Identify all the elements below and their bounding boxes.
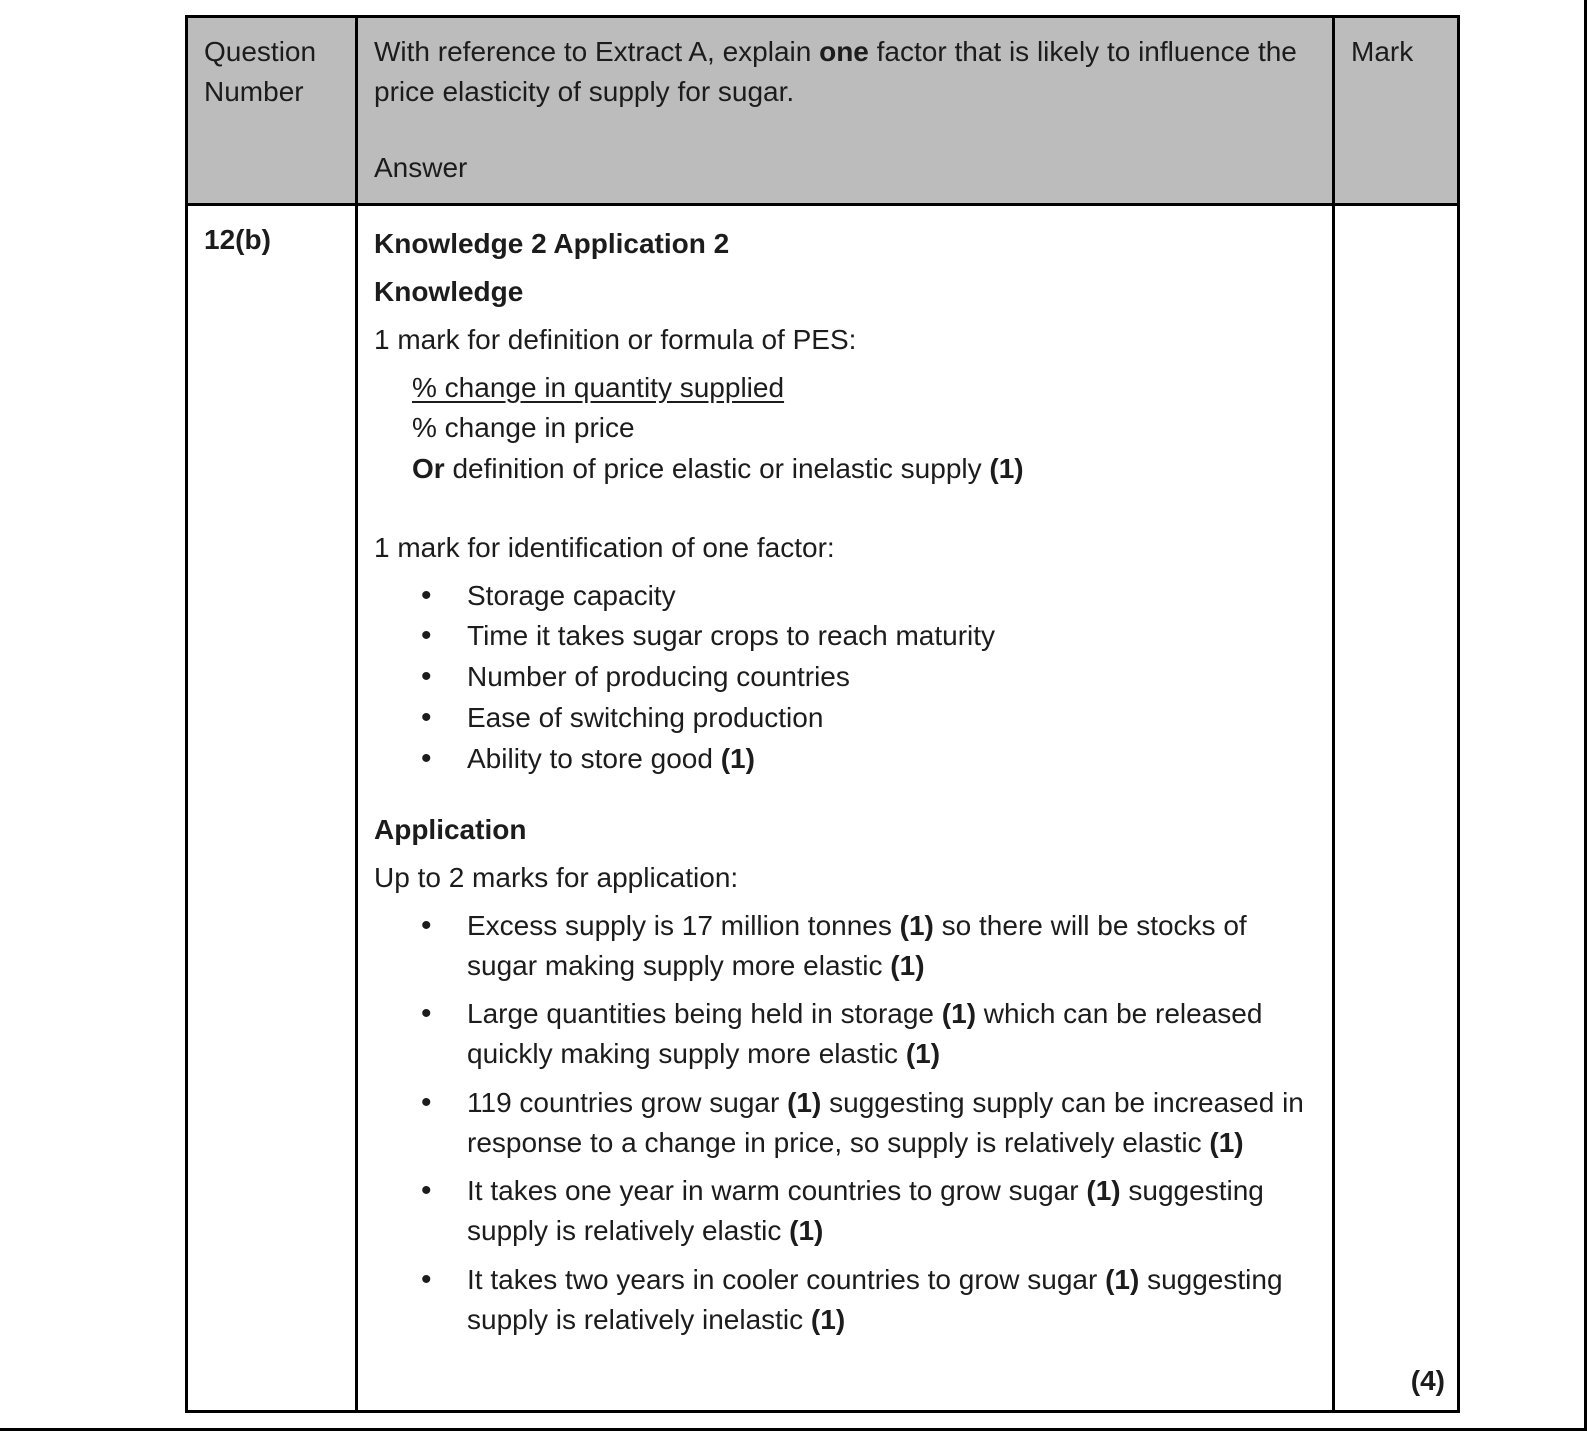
text-segment: suggesting supply is relatively elastic [467, 1175, 1264, 1246]
bullet-icon: • [421, 700, 432, 734]
text-segment: It takes one year in warm countries to grow sugar [467, 1175, 1087, 1207]
text-segment: Knowledge 2 Application 2 [374, 228, 730, 260]
text-segment: one [819, 36, 869, 67]
text-segment: Time it takes sugar crops to reach maturity [467, 620, 996, 652]
text-segment: With reference to Extract A, explain [374, 36, 820, 67]
heading-block [374, 810, 1316, 850]
text-segment: (1) [989, 453, 1024, 484]
text-segment: (1) [899, 909, 934, 941]
text-segment: suggesting supply can be increased in response to a change in price, so supply is relatively elastic [467, 1086, 1304, 1158]
bullet-text [467, 1087, 1304, 1158]
mark-scheme-page [185, 15, 1457, 1413]
answer-cell [357, 205, 1334, 1412]
formula-block [412, 449, 1316, 489]
para-block [374, 858, 1316, 898]
question-id: 12(b) [204, 224, 271, 256]
question-header-cell [357, 17, 1334, 205]
bullet-item [374, 576, 1316, 616]
bullet-icon: • [421, 660, 432, 693]
text-segment: (1) [905, 1038, 941, 1069]
bullet-icon: • [421, 1085, 432, 1119]
bullet-icon: • [421, 619, 432, 653]
formula-block [412, 368, 1316, 408]
header-row [187, 17, 1459, 205]
text-segment: (1) [1209, 1126, 1244, 1158]
bullet-item [374, 1171, 1316, 1251]
text-segment: which can be released quickly making supply more elastic [467, 998, 1263, 1069]
total-mark: (4) [1410, 1364, 1445, 1396]
question-number-header [187, 17, 357, 205]
text-segment: % change in price [412, 412, 635, 444]
table-body [187, 205, 1459, 1412]
text-segment: (1) [941, 998, 977, 1030]
text-segment: Application [374, 814, 527, 846]
text-segment: (1) [787, 1086, 822, 1118]
bullet-item [374, 657, 1316, 697]
text-segment: (1) [720, 742, 755, 774]
question-id-cell [187, 205, 357, 1412]
text-segment: (1) [1086, 1175, 1121, 1207]
text-segment: (1) [890, 949, 925, 981]
text-segment: so there will be stocks of sugar making supply more elastic [467, 909, 1247, 981]
text-segment: (1) [1105, 1263, 1140, 1295]
bullet-icon: • [421, 908, 432, 942]
bullet-item [374, 1260, 1316, 1340]
text-segment: Large quantities being held in storage [467, 998, 942, 1030]
text-segment: Knowledge [374, 276, 524, 307]
answer-row [187, 205, 1459, 1412]
question-text [374, 32, 1316, 112]
bullet-icon: • [421, 1262, 432, 1296]
bullet-icon: • [421, 741, 432, 775]
bullet-text [467, 661, 850, 692]
bullet-text [467, 910, 1247, 981]
text-segment: Number of producing countries [467, 661, 850, 692]
text-segment: Up to 2 marks for application: [374, 862, 739, 893]
bullet-text [467, 1264, 1283, 1335]
bullet-item [374, 616, 1316, 656]
text-segment: definition of price elastic or inelastic supply [444, 453, 990, 484]
question-number-label: Question Number [204, 36, 317, 107]
text-segment: suggesting supply is relatively inelastic [467, 1263, 1283, 1335]
bullet-item [374, 1083, 1316, 1163]
bullet-item [374, 739, 1316, 779]
bullet-text [467, 743, 755, 774]
heading-block [374, 224, 1316, 264]
mark-scheme-table [185, 15, 1460, 1413]
text-segment: Storage capacity [467, 579, 676, 611]
text-segment: (1) [789, 1215, 824, 1246]
answer-label: Answer [374, 151, 468, 183]
bullet-item [374, 698, 1316, 738]
bullet-icon: • [421, 997, 432, 1031]
text-segment: Ease of switching production [467, 701, 824, 733]
bullet-icon: • [421, 578, 432, 612]
text-segment: Or [412, 453, 445, 484]
text-segment: factor that is likely to influence the price elasticity of supply for sugar. [374, 36, 1297, 107]
bullet-text [467, 998, 1262, 1069]
bullet-item [374, 994, 1316, 1074]
bullet-item [374, 906, 1316, 986]
text-segment: Excess supply is 17 million tonnes [467, 909, 900, 941]
heading-block [374, 272, 1316, 312]
text-segment: (1) [810, 1303, 846, 1335]
table-header [187, 17, 1459, 205]
formula-block [412, 408, 1316, 448]
text-segment: Ability to store good [467, 742, 721, 774]
answer-content [374, 224, 1316, 1339]
para-block [374, 320, 1316, 360]
text-segment: 1 mark for definition or formula of PES: [374, 323, 857, 355]
para-block [374, 528, 1316, 568]
text-segment: 1 mark for identification of one factor: [374, 531, 835, 563]
mark-cell [1334, 205, 1459, 1412]
text-segment: % change in quantity supplied [412, 371, 785, 403]
mark-label: Mark [1351, 36, 1414, 67]
bullet-text [467, 620, 995, 651]
bullet-icon: • [421, 1174, 432, 1208]
text-segment: 119 countries grow sugar [467, 1086, 788, 1118]
mark-header [1334, 17, 1459, 205]
text-segment: It takes two years in cooler countries to grow sugar [467, 1263, 1106, 1295]
gap-block [374, 490, 1316, 528]
bullet-text [467, 1175, 1264, 1246]
bullet-text [467, 580, 676, 611]
bullet-text [467, 702, 823, 733]
